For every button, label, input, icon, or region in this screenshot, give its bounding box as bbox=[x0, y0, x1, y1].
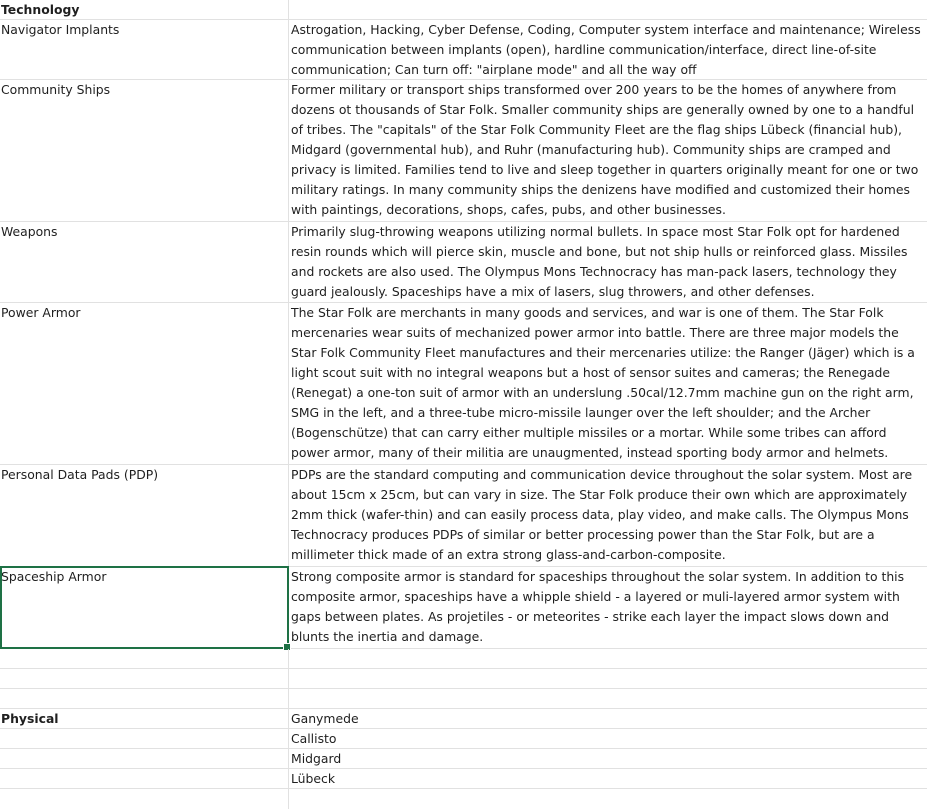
table-row bbox=[0, 222, 927, 303]
cell-empty[interactable] bbox=[289, 0, 927, 19]
row-label[interactable]: Navigator Implants bbox=[0, 20, 289, 79]
cell-empty[interactable] bbox=[0, 749, 289, 768]
table-row bbox=[0, 465, 927, 567]
table-row bbox=[0, 20, 927, 80]
cell-empty[interactable] bbox=[0, 689, 289, 708]
row-label[interactable]: Weapons bbox=[0, 222, 289, 302]
cell-empty[interactable] bbox=[289, 669, 927, 688]
table-row bbox=[0, 80, 927, 222]
table-row-empty bbox=[0, 669, 927, 689]
physical-item[interactable]: Ganymede bbox=[291, 711, 359, 726]
table-row bbox=[0, 769, 927, 789]
cell-empty[interactable] bbox=[0, 669, 289, 688]
row-label[interactable]: Spaceship Armor bbox=[0, 567, 289, 648]
table-row bbox=[0, 709, 927, 729]
row-description[interactable]: The Star Folk are merchants in many goods and services, and war is one of them. The Star Folk mercenaries wear suits of mechanized power armor into battle. There are three major models the Star Folk Community Fleet manufactures and their mercenaries utilize: the Ranger (Jäger) which is a light scout suit with no integral weapons but a host of sensor suites and cameras; the Renegade (Renegat) a one-ton suit of armor with an underslung .50cal/12.7mm machine gun on the right arm, SMG in the left, and a three-tube micro-missile launger over the left shoulder; and the Archer (Bogenschütze) that can carry either multiple missiles or a mortar. While some tribes can afford power armor, many of their militia are unaugmented, instead sporting body armor and helmets. bbox=[291, 305, 915, 460]
physical-item[interactable]: Lübeck bbox=[291, 771, 336, 786]
row-description[interactable]: Strong composite armor is standard for spaceships throughout the solar system. In addition to this composite armor, spaceships have a whipple shield - a layered or muli-layered armor system with gaps between plates. As projetiles - or meteorites - strike each layer the impact slows down and blunts the inertia and damage. bbox=[291, 569, 905, 644]
row-technology-header bbox=[0, 0, 927, 20]
table-row bbox=[0, 303, 927, 465]
cell-empty[interactable] bbox=[0, 729, 289, 748]
cell-empty[interactable] bbox=[289, 649, 927, 668]
section-title-technology[interactable]: Technology bbox=[0, 0, 289, 19]
cell-empty[interactable] bbox=[0, 649, 289, 668]
physical-item[interactable]: Midgard bbox=[291, 751, 342, 766]
table-row-empty bbox=[0, 689, 927, 709]
cell-empty[interactable] bbox=[289, 789, 927, 809]
row-label[interactable]: Power Armor bbox=[0, 303, 289, 464]
table-row bbox=[0, 749, 927, 769]
physical-item[interactable]: Callisto bbox=[291, 731, 337, 746]
row-label[interactable]: Community Ships bbox=[0, 80, 289, 221]
table-row bbox=[0, 567, 927, 649]
table-row bbox=[0, 729, 927, 749]
table-row-empty bbox=[0, 789, 927, 809]
row-description[interactable]: Primarily slug-throwing weapons utilizing normal bullets. In space most Star Folk opt for hardened resin rounds which will pierce skin, muscle and bone, but not ship hulls or reinforced glass. Missiles and rockets are also used. The Olympus Mons Technocracy has man-pack lasers, technology they guard jealously. Spaceships have a mix of lasers, slug throwers, and other defenses. bbox=[291, 224, 908, 299]
section-title-physical[interactable]: Physical bbox=[0, 709, 289, 728]
row-label[interactable]: Personal Data Pads (PDP) bbox=[0, 465, 289, 566]
row-description[interactable]: PDPs are the standard computing and communication device throughout the solar system. Most are about 15cm x 25cm, but can vary in size. The Star Folk produce their own which are approximately 2mm thick (wafer-thin) and can easily process data, play video, and make calls. The Olympus Mons Technocracy produces PDPs of similar or better processing power than the Star Folk, but are a millimeter thick made of an extra strong glass-and-carbon-composite. bbox=[291, 467, 913, 562]
cell-empty[interactable] bbox=[0, 769, 289, 788]
row-description[interactable]: Astrogation, Hacking, Cyber Defense, Coding, Computer system interface and maintenance; Wireless communication between implants (open), hardline communication/interface, direct line-of-site communication; Can turn off: "airplane mode" and all the way off bbox=[291, 22, 921, 77]
table-row-empty bbox=[0, 649, 927, 669]
cell-empty[interactable] bbox=[289, 689, 927, 708]
cell-empty[interactable] bbox=[0, 789, 289, 809]
row-description[interactable]: Former military or transport ships transformed over 200 years to be the homes of anywhere from dozens ot thousands of Star Folk. Smaller community ships are generally owned by one to a handful of tribes. The "capitals" of the Star Folk Community Fleet are the flag ships Lübeck (financial hub), Midgard (governmental hub), and Ruhr (manufacturing hub). Community ships are cramped and privacy is limited. Families tend to live and sleep together in quarters originally meant for one or two military ratings. In many community ships the denizens have modified and customized their homes with paintings, decorations, shops, cafes, pubs, and other businesses. bbox=[291, 82, 919, 217]
